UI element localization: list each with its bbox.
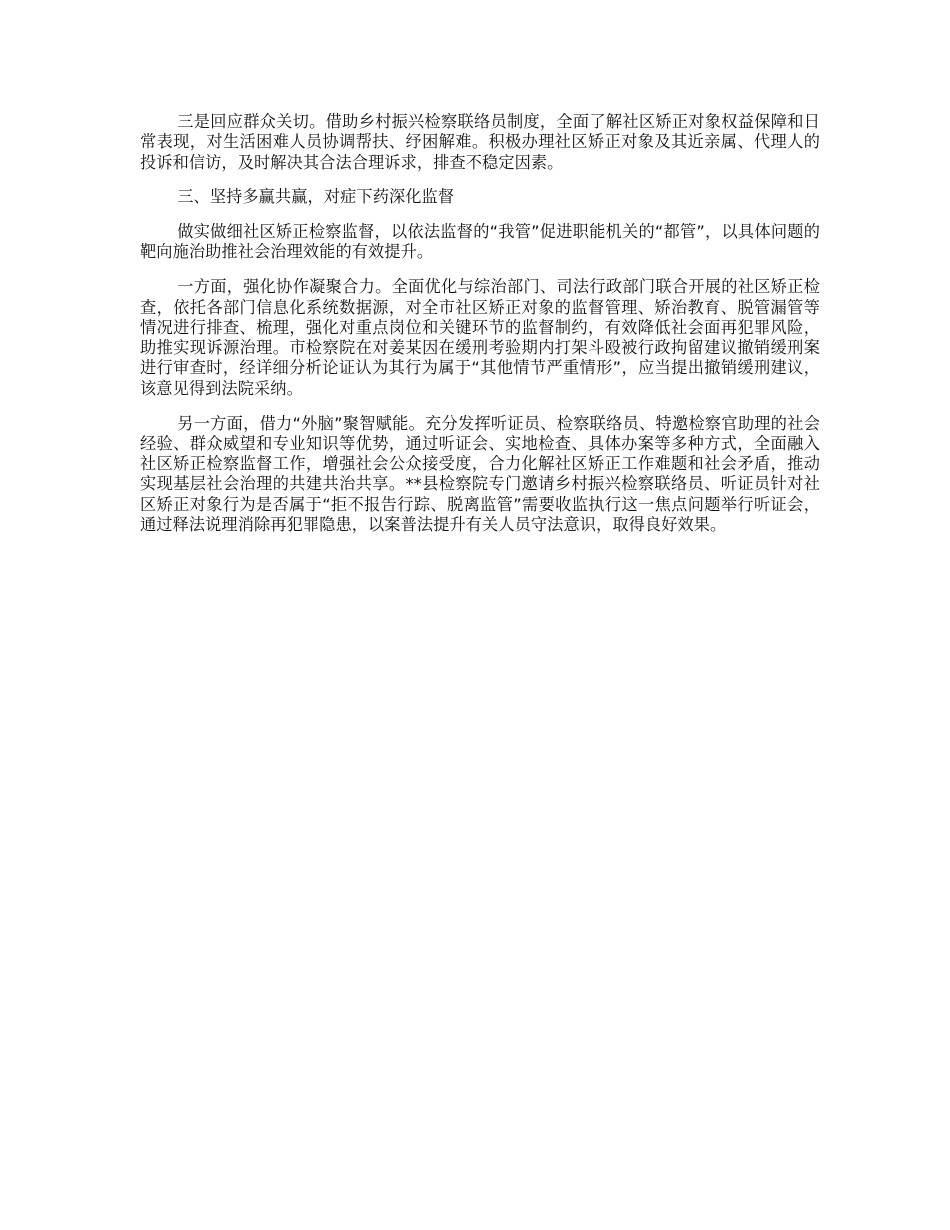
section-heading-three: 三、坚持多赢共赢，对症下药深化监督 xyxy=(177,187,455,207)
paragraph-respond-public-concerns: 三是回应群众关切。借助乡村振兴检察联络员制度，全面了解社区矫正对象权益保障和日常表现，对生活困难人员协调帮扶、纾困解难。积极办理社区矫正对象及其近亲属、代理人的投诉和信访，及时解决其合法合理诉求，排查不稳定因素。 xyxy=(140,112,820,172)
paragraph-supervision-intro: 做实做细社区矫正检察监督，以依法监督的“我管”促进职能机关的“都管”，以具体问题的靶向施治助推社会治理效能的有效提升。 xyxy=(140,222,820,262)
paragraph-external-expertise: 另一方面，借力“外脑”聚智赋能。充分发挥听证员、检察联络员、特邀检察官助理的社会经验、群众威望和专业知识等优势，通过听证会、实地检查、具体办案等多种方式，全面融入社区矫正检察监督工作，增强社会公众接受度，合力化解社区矫正工作难题和社会矛盾，推动实现基层社会治理的共建共治共享。**县检察院专门邀请乡村振兴检察联络员、听证员针对社区矫正对象行为是否属于“拒不报告行踪、脱离监管”需要收监执行这一焦点问题举行听证会，通过释法说理消除再犯罪隐患，以案普法提升有关人员守法意识，取得良好效果。 xyxy=(140,413,820,535)
document-body xyxy=(140,112,820,550)
paragraph-strengthen-collaboration: 一方面，强化协作凝聚合力。全面优化与综治部门、司法行政部门联合开展的社区矫正检查，依托各部门信息化系统数据源，对全市社区矫正对象的监督管理、矫治教育、脱管漏管等情况进行排查、梳理，强化对重点岗位和关键环节的监督制约，有效降低社会面再犯罪风险，助推实现诉源治理。市检察院在对姜某因在缓刑考验期内打架斗殴被行政拘留建议撤销缓刑案进行审查时，经详细分析论证认为其行为属于“其他情节严重情形”，应当提出撤销缓刑建议，该意见得到法院采纳。 xyxy=(140,277,820,398)
